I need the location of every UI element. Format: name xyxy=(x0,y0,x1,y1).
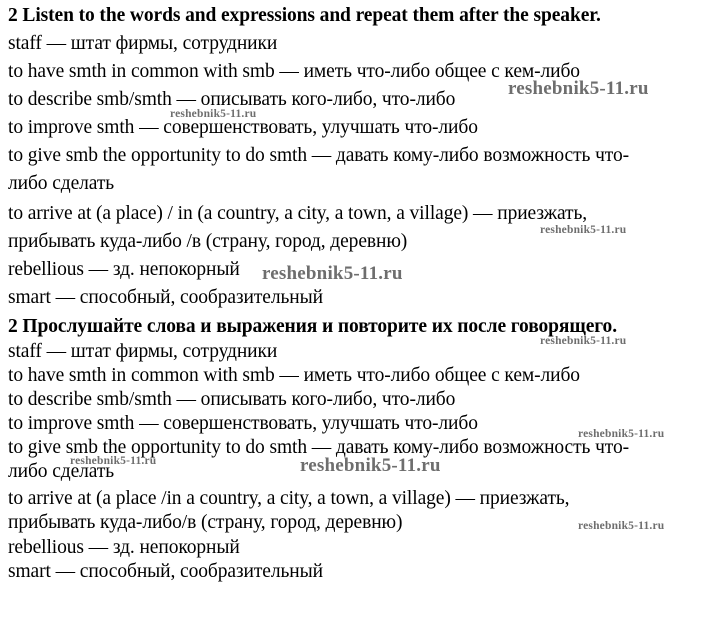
heading-russian: 2 Прослушайте слова и выражения и повторите их после говорящего. xyxy=(8,316,617,337)
vocab-line: прибывать куда-либо/в (страну, город, деревню) xyxy=(8,512,403,533)
vocab-line: to arrive at (a place) / in (a country, a city, a town, a village) — приезжать, xyxy=(8,203,588,224)
vocab-line: smart — способный, сообразительный xyxy=(8,561,323,582)
vocab-line: либо сделать xyxy=(8,461,115,482)
watermark: reshebnik5-11.ru xyxy=(540,224,627,236)
heading-english: 2 Listen to the words and expressions and repeat them after the speaker. xyxy=(8,5,601,26)
vocab-line: staff — штат фирмы, сотрудники xyxy=(8,33,278,54)
vocab-line: прибывать куда-либо /в (страну, город, деревню) xyxy=(8,231,408,252)
vocab-line: to improve smth — совершенствовать, улучшать что-либо xyxy=(8,413,478,434)
vocab-line: to improve smth — совершенствовать, улучшать что-либо xyxy=(8,117,478,138)
vocab-line: to have smth in common with smb — иметь что-либо общее с кем-либо xyxy=(8,61,580,82)
watermark: reshebnik5-11.ru xyxy=(540,335,627,347)
vocab-line: to give smb the opportunity to do smth — давать кому-либо возможность что- xyxy=(8,145,630,166)
watermark: reshebnik5-11.ru xyxy=(578,428,665,440)
watermark: reshebnik5-11.ru xyxy=(508,78,649,99)
vocab-line: smart — способный, сообразительный xyxy=(8,287,323,308)
watermark: reshebnik5-11.ru xyxy=(578,520,665,532)
vocab-line: to describe smb/smth — описывать кого-либо, что-либо xyxy=(8,389,456,410)
vocab-line: rebellious — зд. непокорный xyxy=(8,259,240,280)
watermark: reshebnik5-11.ru xyxy=(170,108,257,120)
watermark: reshebnik5-11.ru xyxy=(70,455,157,467)
watermark: reshebnik5-11.ru xyxy=(262,263,403,284)
vocab-line: либо сделать xyxy=(8,173,115,194)
vocab-line: to give smb the opportunity to do smth — давать кому-либо возможность что- xyxy=(8,437,630,458)
watermark: reshebnik5-11.ru xyxy=(300,455,441,476)
vocab-line: to describe smb/smth — описывать кого-либо, что-либо xyxy=(8,89,456,110)
vocab-line: to arrive at (a place /in a country, a city, a town, a village) — приезжать, xyxy=(8,488,570,509)
vocab-line: staff — штат фирмы, сотрудники xyxy=(8,341,278,362)
vocab-line: rebellious — зд. непокорный xyxy=(8,537,240,558)
vocab-line: to have smth in common with smb — иметь что-либо общее с кем-либо xyxy=(8,365,580,386)
